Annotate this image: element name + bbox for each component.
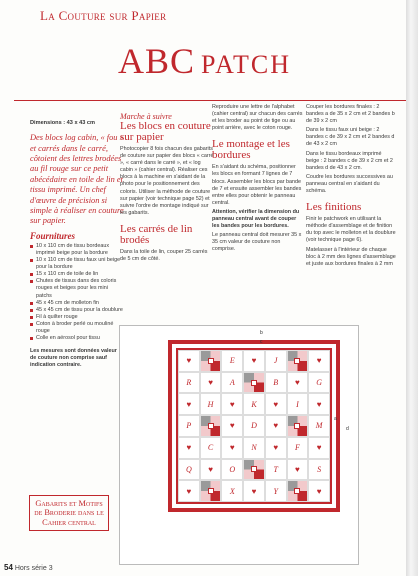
heart-block: ♥ — [178, 480, 200, 502]
column-intro — [30, 120, 124, 369]
heart-block: ♥ — [308, 393, 330, 415]
border-strip-top — [168, 340, 340, 344]
templates-note: Gabarits et Motifs de Broderie dans le Cahier central — [29, 495, 109, 531]
letter-block: C — [200, 437, 222, 459]
title-abc: ABC — [118, 41, 196, 81]
letter-block: A — [221, 372, 243, 394]
title-rule — [14, 100, 406, 101]
heading-finishing: Les finitions — [306, 201, 362, 214]
paragraph-paper-blocks: Photocopier 8 fois chacun des gabarits de couture sur papier des blocs « carré », « carré dans le carré », et « log cabin » (cahier central). Réaliser ces blocs à la machine en s'aidant de la photo pour le positionnement des coloris. Utiliser la méthode de couture sur papier (voir technique page 52) et suivre l'ordre de montage indiqué sur les gabarits. — [120, 146, 214, 216]
heart-block: ♥ — [308, 480, 330, 502]
paragraph-cut-borders: Couper les bordures finales : 2 bandes a de 35 x 2 cm et 2 bandes b de 39 x 2 cm — [306, 104, 395, 125]
quilt-diagram — [119, 325, 359, 565]
heart-block: ♥ — [221, 415, 243, 437]
paragraph-beige-fabric: Dans le tissu faux uni beige : 2 bandes c de 39 x 2 cm et 2 bandes d de 43 x 2 cm — [306, 127, 395, 148]
letter-block: X — [221, 480, 243, 502]
heading-paper-blocks: Les blocs en couture sur papier — [120, 120, 211, 143]
label-c: c — [260, 339, 263, 345]
supply-item: 15 x 110 cm de toile de lin — [30, 271, 124, 278]
log-cabin-block — [287, 350, 309, 372]
heart-block: ♥ — [287, 372, 309, 394]
letter-block: P — [178, 415, 200, 437]
issue-label: Hors série — [14, 565, 47, 572]
log-cabin-block — [200, 480, 222, 502]
border-strip-left — [168, 340, 172, 512]
dimensions: Dimensions : 43 x 43 cm — [30, 120, 95, 126]
paragraph-warning: Attention, vérifier la dimension du panneau central avant de couper les bandes pour les bordures. — [212, 208, 300, 230]
heart-block: ♥ — [265, 437, 287, 459]
letter-block: J — [265, 350, 287, 372]
column-steps — [120, 112, 214, 265]
heading-linen-squares: Les carrés de lin brodés — [120, 222, 193, 246]
letter-block: I — [287, 393, 309, 415]
letter-block: O — [221, 459, 243, 481]
log-cabin-block — [287, 480, 309, 502]
supply-item: Colle en aérosol pour tissu — [30, 335, 124, 342]
label-b: b — [260, 330, 263, 336]
paragraph-quilting: Matelasser à l'intérieur de chaque bloc à 2 mm des lignes d'assemblage et juste aux bordures finales à 2 mm — [306, 246, 396, 267]
page-footer — [4, 563, 53, 572]
paragraph-panel-size: Le panneau central doit mesurer 35 x 35 cm valeur de couture non comprise. — [212, 232, 302, 253]
border-strip-bottom — [168, 508, 340, 512]
supplies-note: Les mesures sont données valeur de couture non comprise sauf indication contraire. — [30, 348, 117, 369]
steps-kicker: Marche à suivre — [120, 112, 172, 121]
letter-block: H — [200, 393, 222, 415]
supply-item: 10 x 110 cm de tissu faux uni beige pour la bordure — [30, 257, 124, 271]
supply-item: 10 x 110 cm de tissu bordeaux imprimé beige pour la bordure — [30, 243, 124, 257]
label-d: d — [346, 426, 349, 432]
letter-block: B — [265, 372, 287, 394]
letter-block: D — [243, 415, 265, 437]
heart-block: ♥ — [243, 350, 265, 372]
page-number: 54 — [4, 563, 13, 572]
heart-block: ♥ — [200, 459, 222, 481]
letter-block: R — [178, 372, 200, 394]
heading-assembly: Le montage et les bordures — [212, 138, 290, 162]
heart-block: ♥ — [308, 350, 330, 372]
heart-block: ♥ — [243, 480, 265, 502]
letter-block: N — [243, 437, 265, 459]
section-kicker: La Couture sur Papier — [40, 8, 167, 23]
supply-item: Chutes de tissus dans des coloris rouges et beiges pour les mini patchs — [30, 278, 124, 299]
column-borders — [306, 104, 396, 270]
intro-text: Des blocs log cabin, « fou » et carrés dans le carré, côtoient des lettres brodées au fil rouge sur ce petit abécédaire en toile de lin et tissu imprimé. Un chef d'œuvre de précision si simple à réaliser en couture sur papier. — [30, 133, 124, 226]
log-cabin-block — [243, 372, 265, 394]
letter-block: Q — [178, 459, 200, 481]
supply-item: 45 x 45 cm de molleton fin — [30, 300, 124, 307]
supply-item: Fil à quilter rouge — [30, 314, 124, 321]
log-cabin-block — [200, 350, 222, 372]
heart-block: ♥ — [265, 415, 287, 437]
paragraph-embroider: Reproduire une lettre de l'alphabet (cahier central) sur chacun des carrés et les broder au point de tige ou au point arrière, avec le coton rouge. — [212, 104, 303, 132]
page-spine — [406, 0, 418, 576]
label-a: a — [334, 416, 337, 422]
issue-number: 3 — [48, 565, 53, 572]
heart-block: ♥ — [178, 393, 200, 415]
letter-block: T — [265, 459, 287, 481]
heart-block: ♥ — [178, 437, 200, 459]
paragraph-linen-squares: Dans la toile de lin, couper 25 carrés de 5 cm de côté. — [120, 248, 208, 263]
paragraph-assembly: En s'aidant du schéma, positionner les blocs en formant 7 lignes de 7 blocs. Assembler les blocs par bande de 7 et ensuite assembler les bandes entre elles pour obtenir le panneau central. — [212, 164, 302, 206]
letter-block: F — [287, 437, 309, 459]
heart-block: ♥ — [265, 393, 287, 415]
heart-block: ♥ — [221, 393, 243, 415]
letter-block: E — [221, 350, 243, 372]
supplies-heading: Fournitures — [30, 230, 76, 241]
quilt-grid — [176, 348, 332, 504]
border-strip-right — [336, 340, 340, 512]
supply-item: Coton à broder perlé ou mouliné rouge — [30, 321, 124, 335]
paragraph-sew-borders: Coudre les bordures successives au panneau central en s'aidant du schéma. — [306, 173, 393, 195]
log-cabin-block — [287, 415, 309, 437]
letter-block: G — [308, 372, 330, 394]
heart-block: ♥ — [221, 437, 243, 459]
supply-item: 45 x 45 cm de tissu pour la doublure — [30, 307, 124, 314]
paragraph-finishing: Finir le patchwork en utilisant la méthode d'assemblage et de finition du top avec le molleton et la doublure (voir technique page 6). — [306, 216, 396, 244]
heart-block: ♥ — [178, 350, 200, 372]
heart-block: ♥ — [287, 459, 309, 481]
log-cabin-block — [200, 415, 222, 437]
letter-block: M — [308, 415, 330, 437]
page-title — [118, 40, 291, 82]
letter-block: K — [243, 393, 265, 415]
heart-block: ♥ — [200, 372, 222, 394]
letter-block: Y — [265, 480, 287, 502]
title-patch: PATCH — [201, 50, 291, 79]
heart-block: ♥ — [308, 437, 330, 459]
paragraph-bordeaux-fabric: Dans le tissu bordeaux imprimé beige : 2 bandes c de 39 x 2 cm et 2 bandes d de 43 x 2 cm. — [306, 150, 393, 171]
column-assembly — [212, 104, 304, 256]
log-cabin-block — [243, 459, 265, 481]
supplies-list — [30, 243, 124, 342]
letter-block: S — [308, 459, 330, 481]
